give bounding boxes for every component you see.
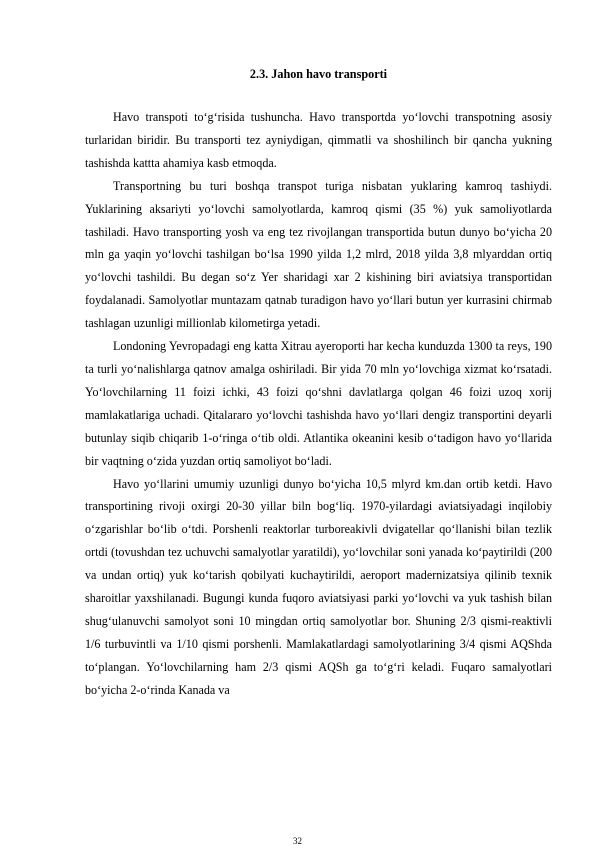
paragraph: Havo transpoti to‘g‘risida tushuncha. Havo transportda yo‘lovchi transpotning asosiy turlaridan biridir. Bu transporti tez ayniydigan, qimmatli va shoshilinch bir qancha yukning tashishda kattta ahamiya kasb etmoqda. (85, 110, 552, 170)
body-text (85, 106, 552, 702)
paragraph: Havo yo‘llarini umumiy uzunligi dunyo bo‘yicha 10,5 mlyrd km.dan ortib ketdi. Havo transportining rivoji oxirgi 20-30 yillar biln bog‘liq. 1970-yilardagi aviatsiyadagi inqilobiy o‘zgarishlar bo‘lib o‘tdi. Porshenli reaktorlar turboreakivli dvigatellar qo‘llanishi bilan tezlik ortdi (tovushdan tez uchuvchi samalyotlar yaratildi), yo‘lovchilar soni yanada ko‘paytirildi (200 va undan ortiq) yuk ko‘tarish qobilyati kuchaytirildi, aeroport madernizatsiya qilinib texnik sharoitlar yaxshilanadi. Bugungi kunda fuqoro aviatsiyasi parki yo‘lovchi va yuk tashish bilan shug‘ulanuvchi samolyot soni 10 mingdan ortiq samolyotlar bor. Shuning 2/3 qismi-reaktivli 1/6 turbuvintli va 1/10 qismi porshenli. Mamlakatlardagi samolyotlarining 3/4 qismi AQShda to‘plangan. Yo‘lovchilarning ham 2/3 qismi AQSh ga to‘g‘ri keladi. Fuqaro samalyotlari bo‘yicha 2-o‘rinda Kanada va (85, 476, 552, 697)
section-heading: 2.3. Jahon havo transporti (249, 67, 388, 81)
page-number: 32 (293, 836, 302, 846)
paragraph: Londoning Yevropadagi eng katta Xitrau ayeroporti har kecha kunduzda 1300 ta reys, 190 ta turli yo‘nalishlarga qatnov amalga oshiriladi. Bir yida 70 mln yo‘lovchiga xizmat ko‘rsatadi. Yo‘lovchilarning 11 foizi ichki, 43 foizi qo‘shni davlatlarga qolgan 46 foizi uzoq xorij mamlakatlariga uchadi. Qitalararo yo‘lovchi tashishda havo yo‘llari dengiz transportini deyarli butunlay siqib chiqarib 1-o‘ringa o‘tib oldi. Atlantika okeanini kesib o‘tadigon havo yo‘llarida bir vaqtning o‘zida yuzdan ortiq samoliyot bo‘ladi. (85, 339, 552, 468)
paragraph: Transportning bu turi boshqa transpot turiga nisbatan yuklaring kamroq tashiydi. Yuklarining aksariyti yo‘lovchi samolyotlarda, kamroq qismi (35 %) yuk samoliyotlarda tashiladi. Havo transporting yosh va eng tez rivojlangan transportida butun dunyo bo‘yicha 20 mln ga yaqin yo‘lovchi tashilgan bo‘lsa 1990 yilda 1,2 mlrd, 2018 yilda 3,8 mlyarddan ortiq yo‘lovchi tashildi. Bu degan so‘z Yer sharidagi xar 2 kishining biri aviatsiya transportidan foydalanadi. Samolyotlar muntazam qatnab turadigon havo yo‘llari butun yer kurrasini chirmab tashlagan uzunligi millionlab kilometirga yetadi. (85, 178, 552, 331)
